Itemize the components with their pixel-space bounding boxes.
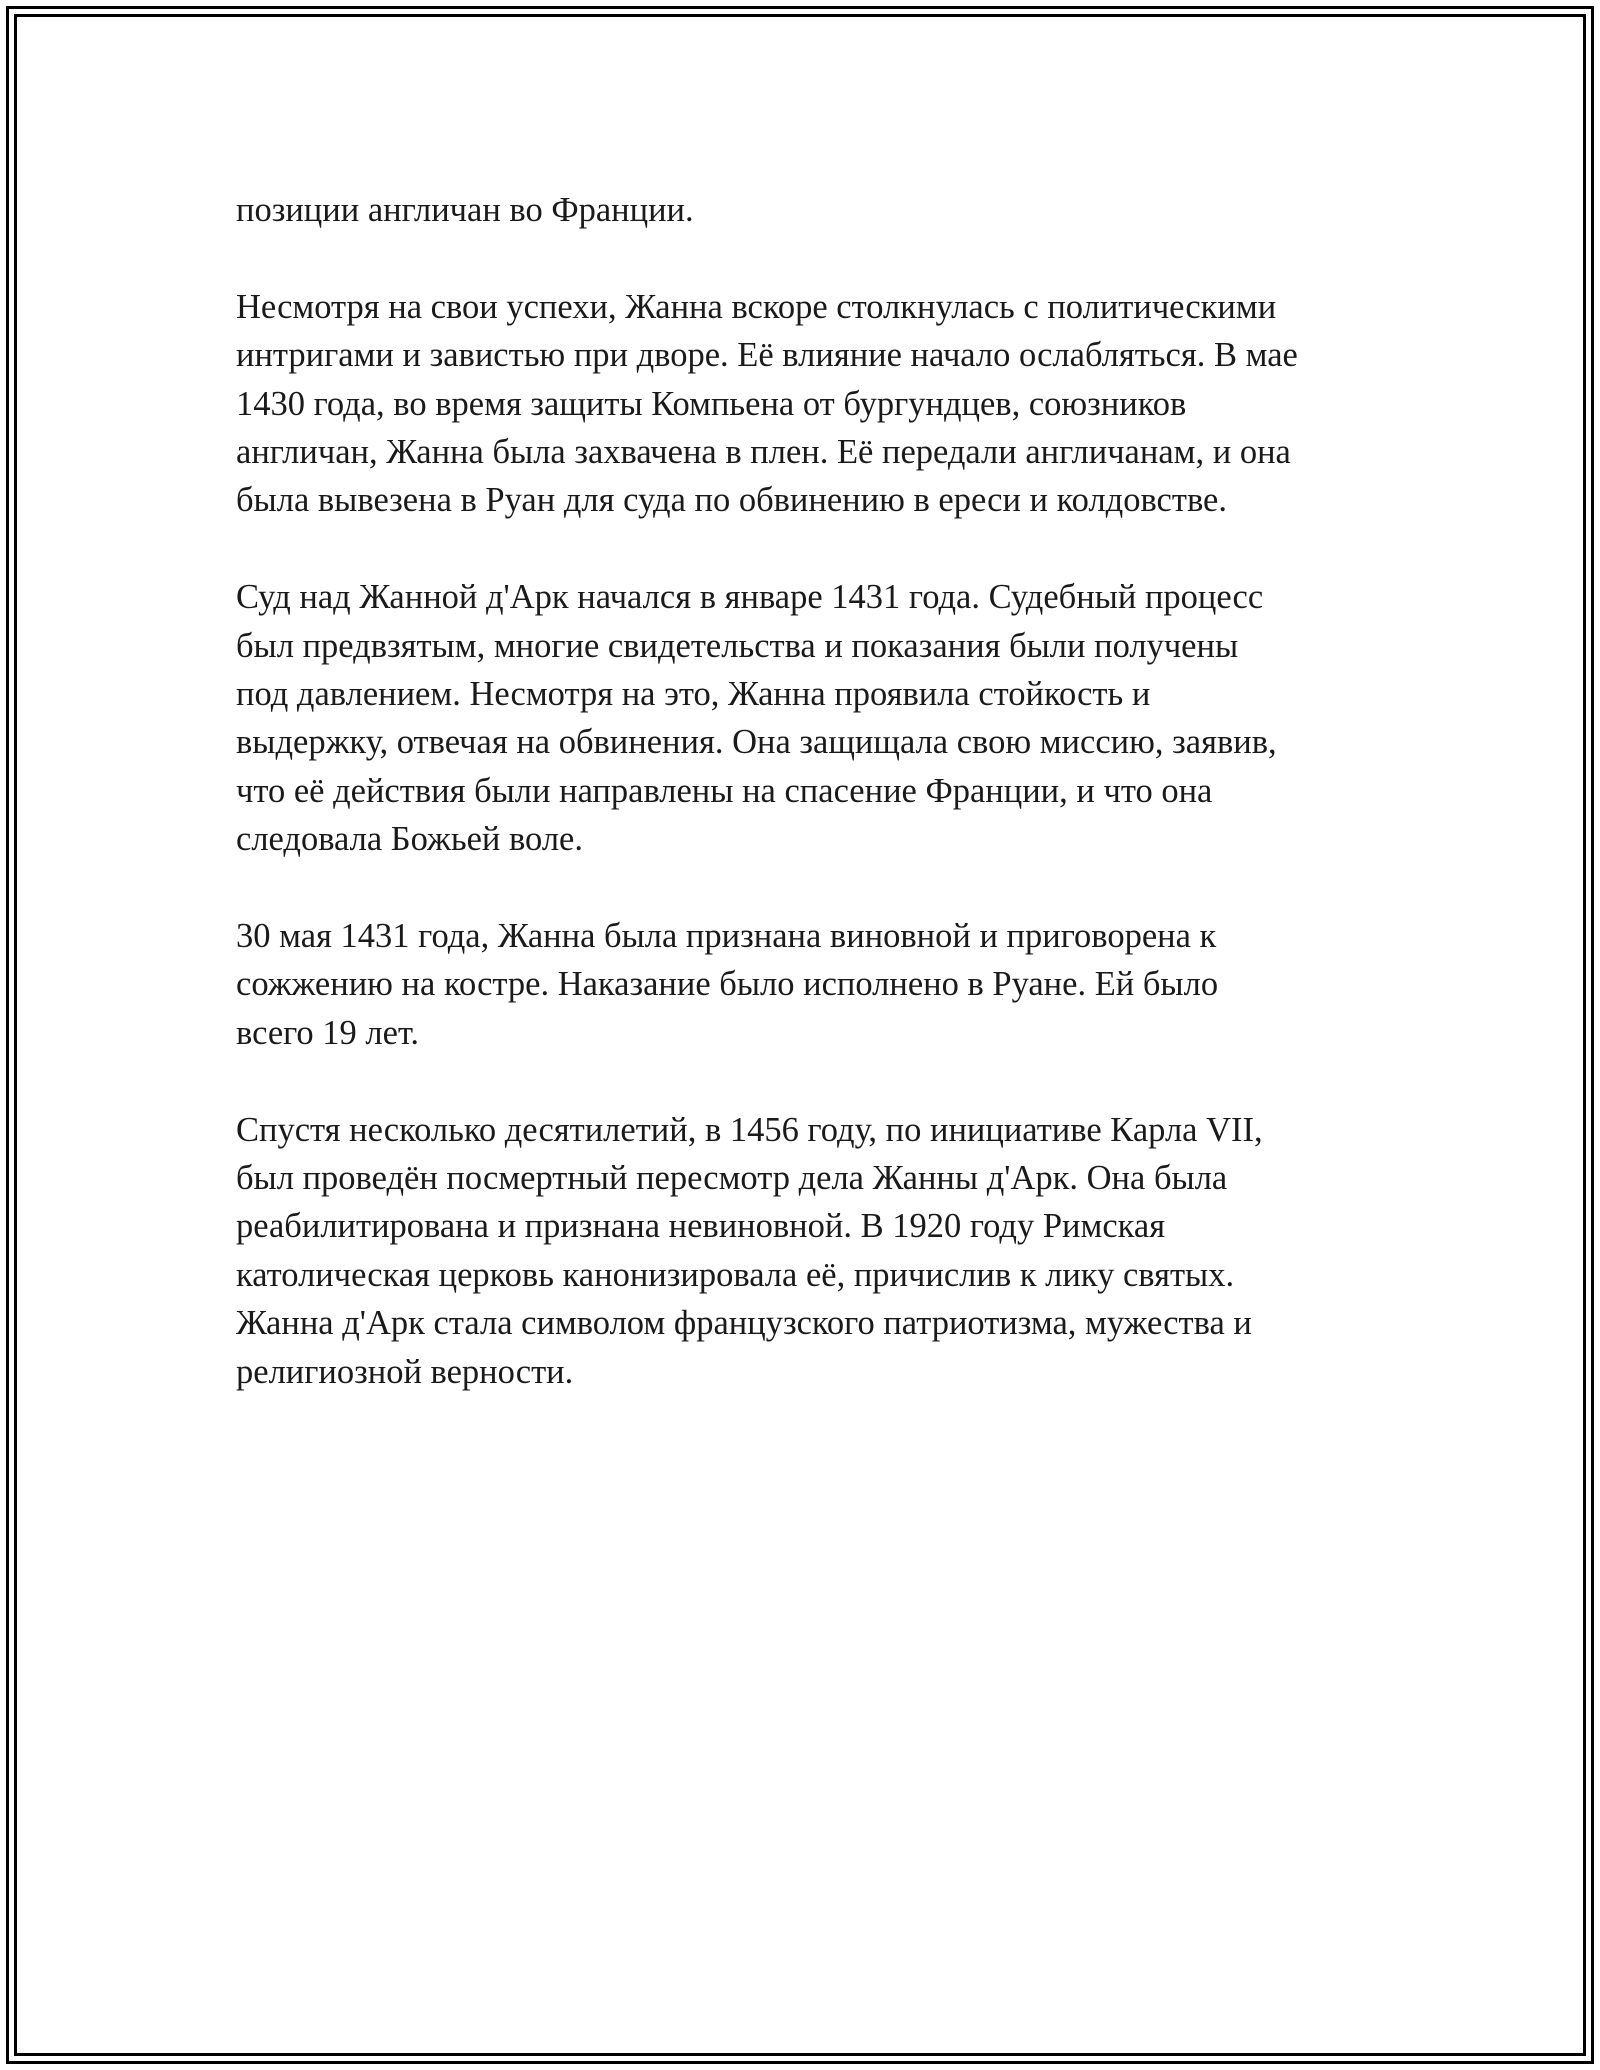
text-line: 1430 года, во время защиты Компьена от бургундцев, союзников <box>236 384 1187 423</box>
text-line: католическая церковь канонизировала её, причислив к лику святых. <box>236 1255 1235 1294</box>
text-line: Суд над Жанной д'Арк начался в январе 1431 года. Судебный процесс <box>236 578 1264 617</box>
text-line: англичан, Жанна была захвачена в плен. Её передали англичанам, и она <box>236 433 1291 472</box>
text-line: 30 мая 1431 года, Жанна была признана виновной и приговорена к <box>236 917 1217 956</box>
text-line: сожжению на костре. Наказание было исполнено в Руане. Ей было <box>236 965 1219 1004</box>
paragraph-trial <box>236 573 1396 863</box>
text-line: был проведён посмертный пересмотр дела Жанны д'Арк. Она была <box>236 1159 1228 1198</box>
text-line: Спустя несколько десятилетий, в 1456 году, по инициативе Карла VII, <box>236 1110 1263 1149</box>
text-line: Жанна д'Арк стала символом французского патриотизма, мужества и <box>236 1304 1252 1343</box>
text-line: следовала Божьей воле. <box>236 820 583 859</box>
text-line: выдержку, отвечая на обвинения. Она защищала свою миссию, заявив, <box>236 723 1277 762</box>
text-line: всего 19 лет. <box>236 1013 420 1052</box>
paragraph-continuation <box>236 186 1396 234</box>
paragraph-capture <box>236 283 1396 525</box>
text-line: была вывезена в Руан для суда по обвинению в ереси и колдовстве. <box>236 481 1227 520</box>
paragraph-execution <box>236 912 1396 1057</box>
text-line: позиции англичан во Франции. <box>236 191 694 229</box>
text-line: был предвзятым, многие свидетельства и показания были получены <box>236 626 1239 665</box>
text-line: реабилитирована и признана невиновной. В 1920 году Римская <box>236 1207 1166 1246</box>
document-body <box>236 186 1396 1444</box>
paragraph-rehabilitation <box>236 1106 1396 1396</box>
text-line: интригами и завистью при дворе. Её влияние начало ослабляться. В мае <box>236 336 1298 375</box>
text-line: религиозной верности. <box>236 1352 574 1391</box>
text-line: под давлением. Несмотря на это, Жанна проявила стойкость и <box>236 675 1151 714</box>
text-line: Несмотря на свои успехи, Жанна вскоре столкнулась с политическими <box>236 287 1277 326</box>
text-line: что её действия были направлены на спасение Франции, и что она <box>236 771 1213 810</box>
